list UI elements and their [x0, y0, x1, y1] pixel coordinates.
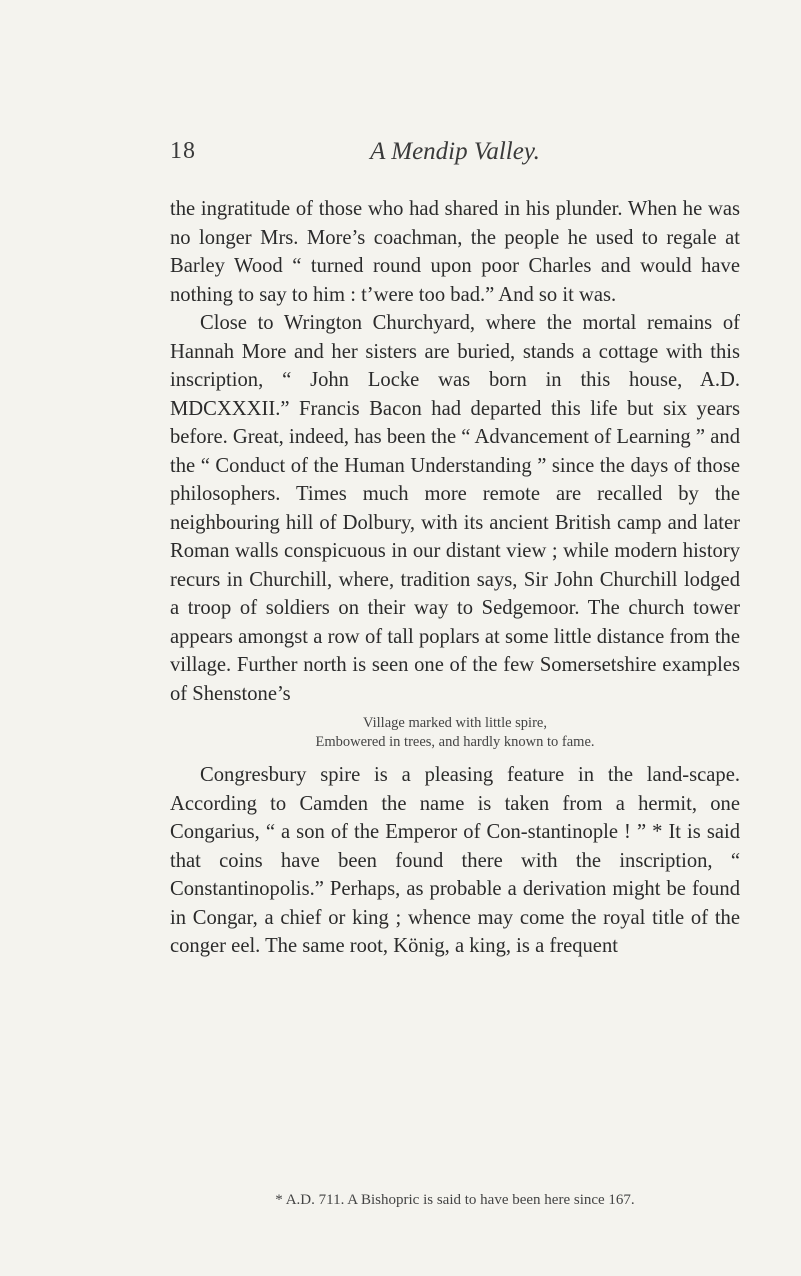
body-text: [170, 195, 740, 961]
paragraph-3: Congresbury spire is a pleasing feature in the land-scape. According to Camden the name is taken from a hermit, one Congarius, “ a son of the Emperor of Con-stantinople ! ” * It is said that coins have been found there with the inscription, “ Constantinopolis.” Perhaps, as probable a derivation might be found in Congar, a chief or king ; whence may come the royal title of the conger eel. The same root, König, a king, is a frequent: [170, 764, 740, 957]
paragraph-1: the ingratitude of those who had shared in his plunder. When he was no longer Mrs. More’s coachman, the people he used to regale at Barley Wood “ turned round upon poor Charles and would have nothing to say to him : t’were too bad.” And so it was.: [170, 198, 740, 306]
running-title: A Mendip Valley.: [370, 138, 540, 165]
page-header: [170, 138, 740, 178]
verse-line-1: Village marked with little spire,: [363, 715, 547, 731]
paragraph-2: Close to Wrington Churchyard, where the mortal remains of Hannah More and her sisters are buried, stands a cottage with this inscription, “ John Locke was born in this house, A.D. MDCXXXII.” Francis Bacon had departed this life but six years before. Great, indeed, has been the “ Advancement of Learning ” and the “ Conduct of the Human Understanding ” since the days of those philosophers. Times much more remote are recalled by the neighbouring hill of Dolbury, with its ancient British camp and later Roman walls conspicuous in our distant view ; while modern history recurs in Churchill, where, tradition says, Sir John Churchill lodged a troop of soldiers on their way to Sedgemoor. The church tower appears amongst a row of tall poplars at some little distance from the village. Further north is seen one of the few Somersetshire examples of Shenstone’s: [170, 312, 740, 705]
verse-line-2: Embowered in trees, and hardly known to fame.: [315, 734, 595, 750]
page-number: 18: [170, 138, 196, 164]
verse-quotation: [170, 714, 740, 752]
footnote: * A.D. 711. A Bishopric is said to have been here since 167.: [275, 1192, 635, 1208]
